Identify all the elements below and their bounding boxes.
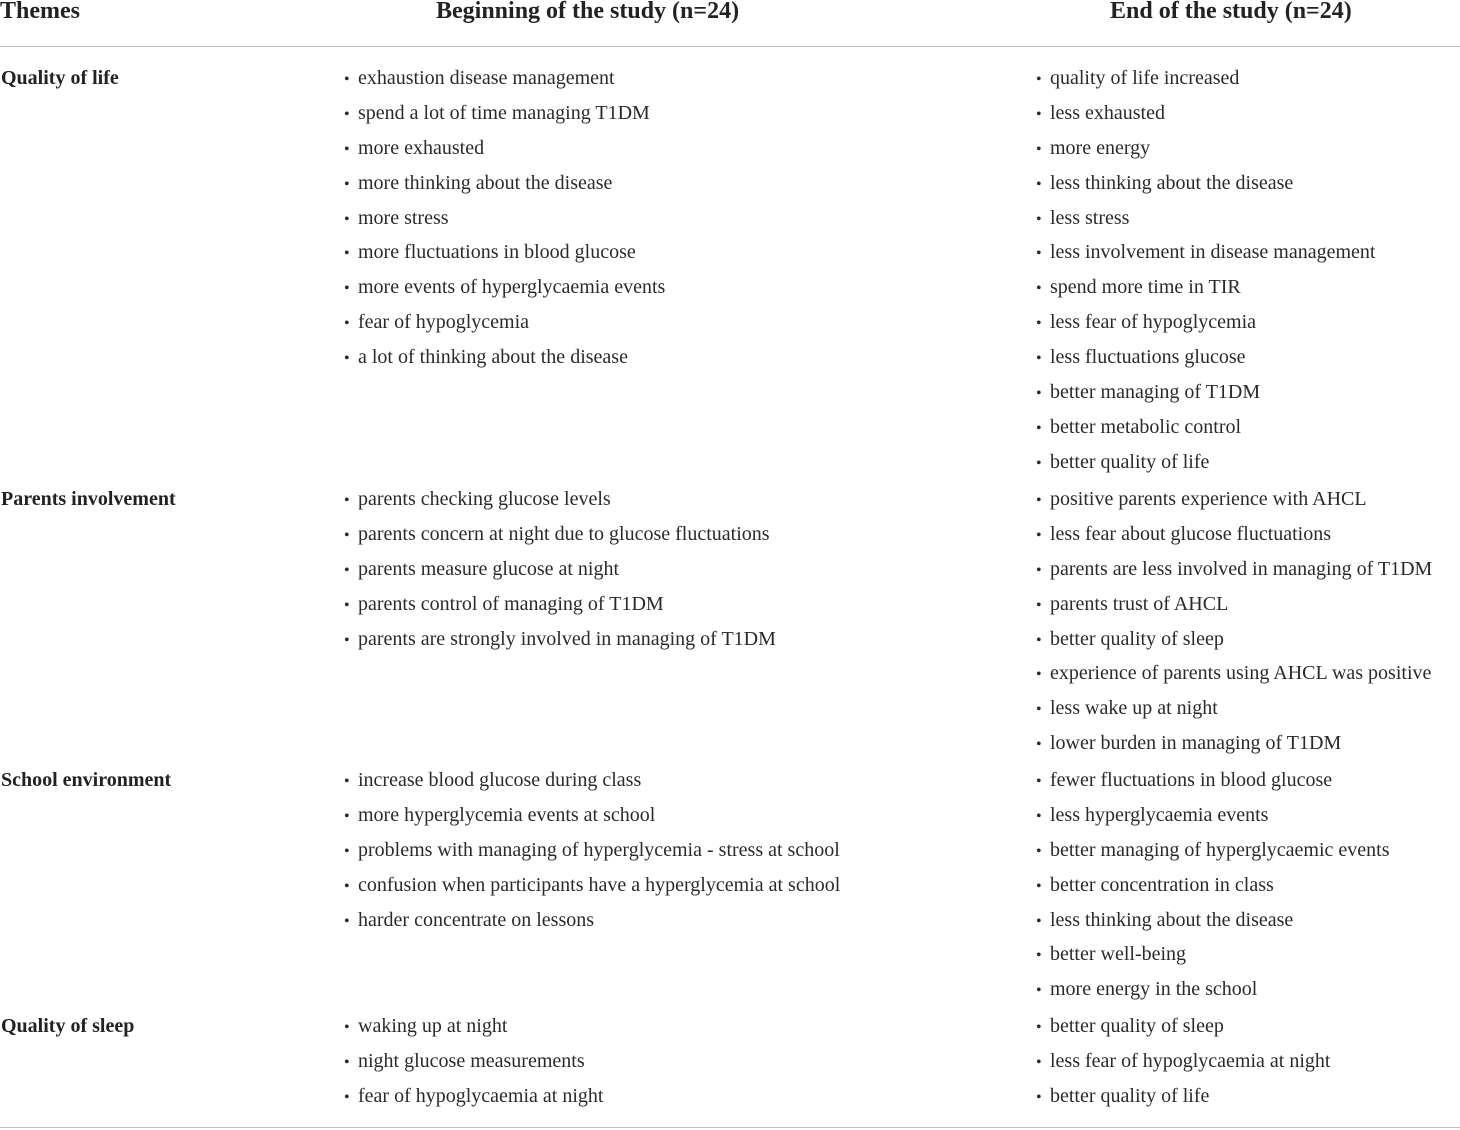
list-item-text: less fear of hypoglycemia [1050, 311, 1257, 334]
bullet-icon: • [1036, 561, 1042, 579]
list-item [1036, 522, 1432, 557]
bullet-icon: • [1036, 419, 1042, 437]
list-item-text: better quality of life [1050, 1084, 1210, 1107]
bullet-icon: • [1036, 245, 1042, 263]
list-item [1036, 240, 1375, 275]
list-item-text: parents control of managing of T1DM [358, 592, 664, 615]
bullet-icon: • [344, 315, 350, 333]
list-item-text: more stress [358, 206, 449, 229]
bullet-icon: • [344, 526, 350, 544]
list-item-text: better managing of hyperglycaemic events [1050, 838, 1390, 861]
list-item-text: better well-being [1050, 943, 1187, 966]
list-item-text: less exhausted [1050, 101, 1165, 124]
list-item [344, 240, 665, 275]
list-item-text: confusion when participants have a hyperglycemia at school [358, 873, 841, 896]
list-item-text: better metabolic control [1050, 415, 1242, 438]
bullet-icon: • [344, 842, 350, 860]
bullet-icon: • [1036, 877, 1042, 895]
list-item [1036, 661, 1432, 696]
theme-label: Parents involvement [1, 488, 176, 510]
list-item [1036, 1049, 1330, 1084]
bullet-icon: • [344, 1053, 350, 1071]
list-item-text: fear of hypoglycemia [358, 311, 530, 334]
bullet-icon: • [344, 773, 350, 790]
beginning-list [344, 66, 665, 380]
list-item-text: quality of life increased [1050, 67, 1240, 89]
list-item [344, 310, 665, 345]
list-item-text: more fluctuations in blood glucose [358, 241, 636, 264]
list-item-text: increase blood glucose during class [358, 769, 642, 791]
list-item-text: less fluctuations glucose [1050, 346, 1246, 369]
list-item [344, 803, 840, 838]
bullet-icon: • [1036, 210, 1042, 228]
list-item-text: fear of hypoglycaemia at night [358, 1084, 604, 1107]
list-item-text: night glucose measurements [358, 1049, 585, 1072]
list-item-text: less wake up at night [1050, 697, 1218, 720]
bullet-icon: • [1036, 773, 1042, 790]
bullet-icon: • [344, 877, 350, 895]
list-item [1036, 487, 1432, 522]
list-item-text: less hyperglycaemia events [1050, 803, 1269, 826]
list-item [344, 206, 665, 241]
list-item-text: better concentration in class [1050, 873, 1274, 896]
end-list [1036, 487, 1432, 766]
list-item-text: more exhausted [358, 136, 485, 159]
list-item [1036, 345, 1375, 380]
list-item [1036, 1084, 1330, 1119]
header-themes: Themes [0, 0, 80, 24]
list-item-text: better quality of sleep [1050, 1015, 1224, 1037]
list-item [344, 487, 776, 522]
bullet-icon: • [1036, 736, 1042, 754]
list-item [1036, 450, 1375, 485]
bullet-icon: • [344, 807, 350, 825]
list-item-text: waking up at night [358, 1015, 508, 1037]
list-item [1036, 731, 1432, 766]
bullet-icon: • [1036, 140, 1042, 158]
bottom-rule [0, 1127, 1460, 1128]
list-item [1036, 136, 1375, 171]
end-list [1036, 1014, 1330, 1119]
list-item [344, 66, 665, 101]
bullet-icon: • [1036, 454, 1042, 472]
bullet-icon: • [1036, 526, 1042, 544]
end-list [1036, 768, 1390, 1012]
bullet-icon: • [344, 631, 350, 649]
list-item [1036, 768, 1390, 803]
list-item-text: exhaustion disease management [358, 67, 615, 89]
list-item [1036, 873, 1390, 908]
list-item [1036, 380, 1375, 415]
list-item [1036, 171, 1375, 206]
header-end: End of the study (n=24) [1110, 0, 1352, 24]
bullet-icon: • [1036, 631, 1042, 649]
bullet-icon: • [1036, 596, 1042, 614]
bullet-icon: • [1036, 280, 1042, 298]
bullet-icon: • [1036, 350, 1042, 368]
bullet-icon: • [1036, 1088, 1042, 1106]
list-item [1036, 557, 1432, 592]
bullet-icon: • [1036, 492, 1042, 509]
bullet-icon: • [1036, 842, 1042, 860]
list-item-text: a lot of thinking about the disease [358, 346, 628, 369]
list-item-text: lower burden in managing of T1DM [1050, 732, 1342, 755]
beginning-list [344, 487, 776, 661]
beginning-list [344, 768, 840, 942]
list-item [344, 1084, 603, 1119]
end-list [1036, 66, 1375, 485]
list-item-text: better quality of life [1050, 450, 1210, 473]
list-item-text: parents checking glucose levels [358, 488, 611, 510]
bullet-icon: • [344, 912, 350, 930]
bullet-icon: • [1036, 175, 1042, 193]
bullet-icon: • [344, 350, 350, 368]
bullet-icon: • [1036, 71, 1042, 88]
list-item-text: less involvement in disease management [1050, 241, 1376, 264]
list-item [1036, 627, 1432, 662]
header-beginning: Beginning of the study (n=24) [436, 0, 740, 24]
bullet-icon: • [1036, 982, 1042, 1000]
bullet-icon: • [1036, 105, 1042, 123]
bullet-icon: • [344, 245, 350, 263]
list-item-text: better managing of T1DM [1050, 381, 1261, 404]
bullet-icon: • [344, 1019, 350, 1036]
list-item [1036, 908, 1390, 943]
table-header [0, 0, 1460, 47]
bullet-icon: • [344, 210, 350, 228]
theme-label: School environment [1, 769, 172, 791]
list-item [1036, 1014, 1330, 1049]
bullet-icon: • [344, 280, 350, 298]
bullet-icon: • [1036, 912, 1042, 930]
beginning-list [344, 1014, 603, 1119]
list-item-text: fewer fluctuations in blood glucose [1050, 769, 1333, 791]
list-item-text: less fear of hypoglycaemia at night [1050, 1049, 1331, 1072]
list-item [344, 592, 776, 627]
theme-label: Quality of sleep [1, 1015, 135, 1037]
list-item [1036, 310, 1375, 345]
list-item [1036, 275, 1375, 310]
bullet-icon: • [344, 1088, 350, 1106]
list-item-text: parents are less involved in managing of T1DM [1050, 557, 1433, 580]
list-item-text: parents concern at night due to glucose fluctuations [358, 522, 770, 545]
list-item [1036, 206, 1375, 241]
list-item [344, 522, 776, 557]
list-item-text: spend more time in TIR [1050, 276, 1241, 299]
bullet-icon: • [344, 105, 350, 123]
list-item [344, 838, 840, 873]
list-item-text: more hyperglycemia events at school [358, 803, 656, 826]
list-item [344, 101, 665, 136]
list-item-text: more energy [1050, 136, 1151, 159]
list-item [344, 768, 840, 803]
list-item [344, 275, 665, 310]
bullet-icon: • [1036, 947, 1042, 965]
list-item [1036, 977, 1390, 1012]
list-item-text: parents are strongly involved in managing of T1DM [358, 627, 776, 650]
bullet-icon: • [1036, 1019, 1042, 1036]
list-item [344, 557, 776, 592]
bullet-icon: • [344, 71, 350, 88]
list-item [1036, 803, 1390, 838]
list-item [1036, 101, 1375, 136]
list-item-text: more energy in the school [1050, 978, 1258, 1001]
list-item-text: experience of parents using AHCL was positive [1050, 662, 1432, 685]
list-item [344, 1014, 603, 1049]
list-item-text: more events of hyperglycaemia events [358, 276, 666, 299]
list-item-text: better quality of sleep [1050, 627, 1224, 650]
list-item [1036, 415, 1375, 450]
list-item-text: spend a lot of time managing T1DM [358, 101, 650, 124]
list-item-text: problems with managing of hyperglycemia - stress at school [358, 838, 840, 861]
list-item-text: less thinking about the disease [1050, 908, 1294, 931]
list-item [1036, 696, 1432, 731]
list-item [344, 873, 840, 908]
bullet-icon: • [1036, 315, 1042, 333]
list-item [344, 627, 776, 662]
bullet-icon: • [344, 561, 350, 579]
list-item [344, 136, 665, 171]
list-item [344, 171, 665, 206]
bullet-icon: • [344, 492, 350, 509]
bullet-icon: • [1036, 807, 1042, 825]
bullet-icon: • [344, 140, 350, 158]
list-item [344, 1049, 603, 1084]
list-item [1036, 66, 1375, 101]
list-item-text: positive parents experience with AHCL [1050, 488, 1367, 510]
list-item [1036, 838, 1390, 873]
bullet-icon: • [1036, 666, 1042, 684]
list-item-text: parents measure glucose at night [358, 557, 620, 580]
bullet-icon: • [1036, 701, 1042, 719]
list-item-text: less stress [1050, 206, 1130, 229]
list-item-text: parents trust of AHCL [1050, 592, 1229, 615]
list-item-text: less thinking about the disease [1050, 171, 1294, 194]
list-item [344, 345, 665, 380]
bullet-icon: • [1036, 385, 1042, 403]
theme-label: Quality of life [1, 67, 119, 89]
bullet-icon: • [344, 175, 350, 193]
list-item-text: more thinking about the disease [358, 171, 613, 194]
bullet-icon: • [344, 596, 350, 614]
list-item [1036, 942, 1390, 977]
list-item-text: less fear about glucose fluctuations [1050, 522, 1332, 545]
list-item-text: harder concentrate on lessons [358, 908, 595, 931]
list-item [344, 908, 840, 943]
bullet-icon: • [1036, 1053, 1042, 1071]
list-item [1036, 592, 1432, 627]
